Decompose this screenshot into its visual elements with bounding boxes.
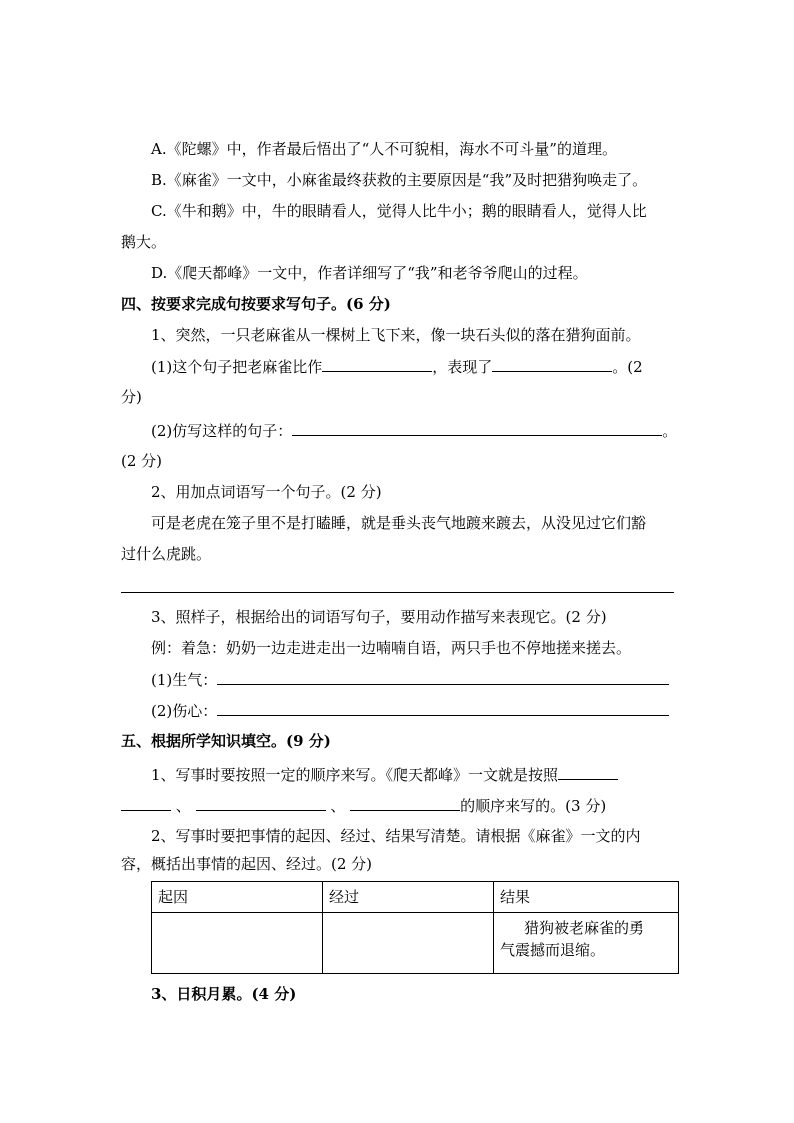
q4-1-1-prompt-b: ，表现了 [432,358,493,376]
cell-result [494,913,679,974]
q4-3-example: 例：着急：奶奶一边走进走出一边喃喃自语，两只手也不停地搓来搓去。 [151,639,632,657]
answer-blank-metaphor[interactable] [322,355,432,372]
answer-blank-order-1[interactable] [558,763,618,780]
answer-blank-angry[interactable] [217,668,669,685]
header-process: 经过 [323,882,494,913]
event-table-row [152,913,679,974]
q4-1-sentence: 1、突然，一只老麻雀从一棵树上飞下来，像一块石头似的落在猎狗面前。 [151,326,641,344]
q5-2-line2: 容，概括出事情的起因、经过。(2 分) [121,855,373,873]
answer-blank-sad[interactable] [217,699,669,716]
event-table-header-row [152,882,679,913]
q4-1-1-score: 。(2 [612,358,643,376]
q4-1-2-prompt: (2)仿写这样的句子： [151,422,293,440]
header-result: 结果 [494,882,679,913]
result-line2: 气震撼而退缩。 [500,941,606,959]
header-cause: 起因 [152,882,323,913]
q4-1-2 [151,419,677,442]
answer-line-q4-2[interactable] [121,592,674,593]
q5-1-sep1: 、 [175,797,191,815]
q4-1-1-score-cont: 分) [121,388,142,406]
q5-2-line1: 2、写事时要把事情的起因、经过、结果写清楚。请根据《麻雀》一文的内 [151,827,641,845]
event-table [151,881,679,974]
answer-blank-order-3[interactable] [350,794,460,811]
q5-1-line2 [121,794,606,817]
q4-3-2-label: (2)伤心： [151,702,218,720]
option-c-line2: 鹅大。 [121,233,167,251]
option-a: A.《陀螺》中，作者最后悟出了“人不可貌相，海水不可斗量”的道理。 [151,140,617,158]
q4-1-1 [151,355,643,378]
q4-3: 3、照样子，根据给出的词语写句子，要用动作描写来表现它。(2 分) [151,608,607,626]
q4-2-text-line1: 可是老虎在笼子里不是打瞌睡，就是垂头丧气地踱来踱去，从没见过它们豁 [151,514,647,532]
q4-3-1 [151,668,669,691]
option-c-line1: C.《牛和鹅》中，牛的眼睛看人，觉得人比牛小；鹅的眼睛看人，觉得人比 [151,202,647,220]
q4-1-2-end: 。 [662,422,678,440]
q5-1-sep2: 、 [330,797,346,815]
q4-1-2-score: (2 分) [121,452,163,470]
option-b: B.《麻雀》一文中，小麻雀最终获救的主要原因是“我”及时把猎狗唤走了。 [151,171,648,189]
q4-3-1-label: (1)生气： [151,671,218,689]
answer-blank-order-2[interactable] [196,794,326,811]
q5-3: 3、日积月累。(4 分) [151,985,297,1003]
cell-cause-answer[interactable] [152,913,323,974]
q4-1-1-prompt-a: (1)这个句子把老麻雀比作 [151,358,323,376]
q5-1-end: 的顺序来写的。(3 分) [460,797,607,815]
answer-blank-expression[interactable] [492,355,612,372]
cell-process-answer[interactable] [323,913,494,974]
q4-2: 2、用加点词语写一个句子。(2 分) [151,483,382,501]
q4-2-text-line2: 过什么虎跳。 [121,545,212,563]
q4-3-2 [151,699,669,722]
option-d: D.《爬天都峰》一文中，作者详细写了“我”和老爷爷爬山的过程。 [151,264,588,282]
answer-blank-imitation[interactable] [292,419,662,436]
section5-heading: 五、根据所学知识填空。(9 分) [121,732,331,750]
section4-heading: 四、按要求完成句按要求写句子。(6 分) [121,295,391,313]
result-line1: 猎狗被老麻雀的勇 [524,919,645,937]
answer-blank-order-1-cont[interactable] [121,794,171,811]
q5-1-line1 [151,763,618,786]
q5-1-prompt: 1、写事时要按照一定的顺序来写。《爬天都峰》一文就是按照 [151,766,559,784]
